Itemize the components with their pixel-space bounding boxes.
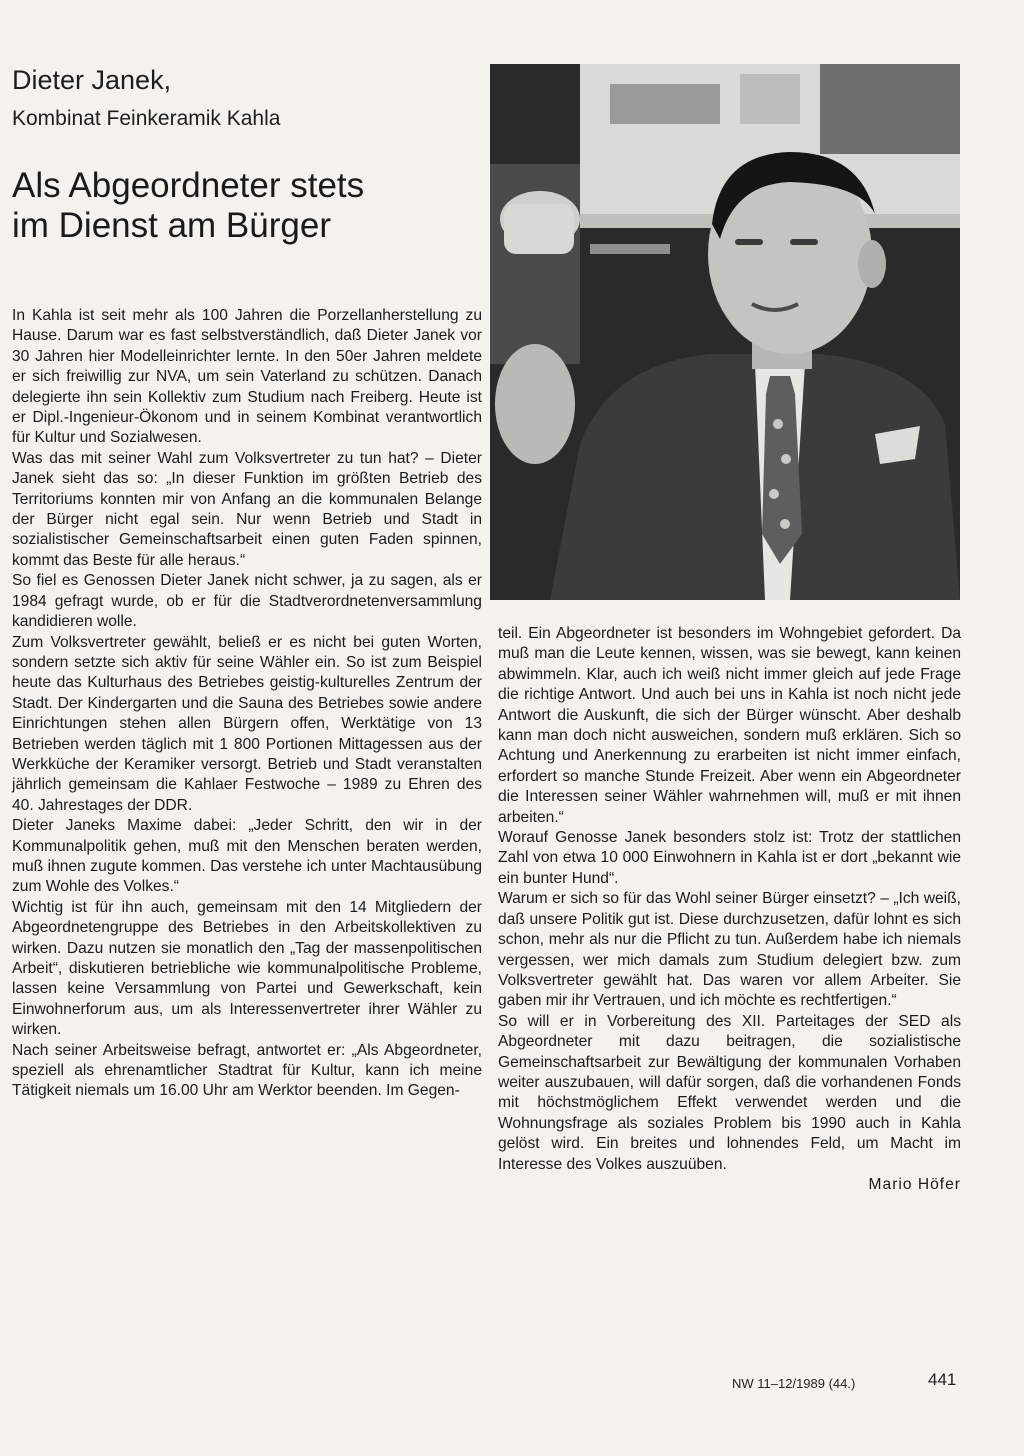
headline-line-1: Als Abgeordneter stets bbox=[12, 166, 365, 205]
paragraph: So will er in Vorbereitung des XII. Parteitages der SED als Abgeordneter mit dazu beitragen, die sozialistische Gemeinschaftsarbeit zur Bewältigung der kommunalen Vorhaben weiter auszubauen, will dafür sorgen, daß die vorhandenen Fonds mit höchstmöglichem Effekt verwendet werden und die Wohnungsfrage als soziales Problem bis 1990 auch in Kahla gelöst wird. Ein breites und lohnendes Feld, um Macht im Interesse des Volkes auszuüben. bbox=[498, 1012, 961, 1173]
paragraph: Nach seiner Arbeitsweise befragt, antwortet er: „Als Abgeordneter, speziell als ehrenamtlicher Stadtrat für Kultur, kann ich meine Tätigkeit niemals um 16.00 Uhr am Werktor beenden. Im Gegen- bbox=[12, 1041, 482, 1100]
article-author: Mario Höfer bbox=[868, 1175, 961, 1193]
paragraph: teil. Ein Abgeordneter ist besonders im Wohngebiet gefordert. Da muß man die Leute kennen, wissen, was sie bewegt, kann keinen abwimmeln. Klar, auch ich weiß nicht immer gleich auf jede Frage die richtige Antwort. Und auch bei uns in Kahla ist noch nicht jede Antwort die Auskunft, die sich der Bürger wünscht. Aber deshalb kann man doch nicht ausweichen, sondern muß erklären. Sich so Achtung und Anerkennung zu erarbeiten ist nicht immer einfach, erfordert so manche Stunde Freizeit. Aber wenn ein Abgeordneter die Interessen seiner Wähler wahrnehmen will, muß er mit ihnen arbeiten.“ bbox=[498, 625, 961, 826]
paragraph: Wichtig ist für ihn auch, gemeinsam mit den 14 Mitgliedern der Abgeordnetengruppe des Betriebes in den Arbeitskollektiven zu wirken. Dazu nutzen sie monatlich den „Tag der massenpolitischen Arbeit“, diskutieren betriebliche wie kommunalpolitische Probleme, lassen keine Versammlung von Partei und Gewerkschaft, kein Einwohnerforum aus, um als Interessenvertreter ihrer Wähler zu wirken. bbox=[12, 898, 482, 1039]
article-column-left bbox=[12, 306, 482, 1102]
paragraph: Was das mit seiner Wahl zum Volksvertreter zu tun hat? – Dieter Janek sieht das so: „In dieser Funktion im größten Betrieb des Territoriums konnten mir von Anfang an die kommunalen Belange der Bürger nicht egal sein. Nur wenn Betrieb und Stadt in sozialistischer Gemeinschaftsarbeit einen guten Faden spinnen, kommt das Beste für alle heraus.“ bbox=[12, 449, 482, 569]
subject-organization: Kombinat Feinkeramik Kahla bbox=[12, 107, 281, 130]
headline-line-2: im Dienst am Bürger bbox=[12, 206, 331, 245]
article-headline bbox=[12, 166, 482, 246]
portrait-photo bbox=[490, 64, 960, 600]
page-number: 441 bbox=[928, 1370, 957, 1389]
paragraph: In Kahla ist seit mehr als 100 Jahren die Porzellanherstellung zu Hause. Darum war es fast selbstverständlich, daß Dieter Janek vor 30 Jahren hier Modelleinrichter lernte. In den 50er Jahren meldete er sich freiwillig zur NVA, um sein Vaterland zu schützen. Danach delegierte ihn sein Kollektiv zum Studium nach Freiberg. Heute ist er Dipl.-Ingenieur-Ökonom und in seinem Kombinat verantwortlich für Kultur und Sozialwesen. bbox=[12, 307, 482, 447]
paragraph: Worauf Genosse Janek besonders stolz ist: Trotz der stattlichen Zahl von etwa 10 000 Einwohnern in Kahla ist er dort „bekannt wie ein bunter Hund“. bbox=[498, 829, 961, 887]
paragraph: Dieter Janeks Maxime dabei: „Jeder Schritt, den wir in der Kommunalpolitik gehen, muß mit den Menschen beraten werden, muß ihnen zugute kommen. Das verstehe ich unter Machtausübung zum Wohle des Volkes.“ bbox=[12, 817, 482, 896]
paragraph: Zum Volksvertreter gewählt, beließ er es nicht bei guten Worten, sondern setzte sich aktiv für seine Wähler ein. So ist zum Beispiel heute das Kulturhaus des Betriebes geistig-kulturelles Zentrum der Stadt. Der Kindergarten und die Sauna des Betriebes sowie andere Einrichtungen stehen allen Bürgern offen, Werktätige von 13 Betrieben werden täglich mit 1 800 Portionen Mittagessen aus der Werkküche der Keramiker versorgt. Betrieb und Stadt veranstalten jährlich gemeinsam die Kahlaer Festwoche – 1989 zu Ehren des 40. Jahrestages der DDR. bbox=[12, 633, 482, 814]
article-column-right bbox=[498, 624, 961, 1195]
issue-reference: NW 11–12/1989 (44.) bbox=[732, 1376, 856, 1391]
subject-name: Dieter Janek, bbox=[12, 65, 172, 95]
paragraph: Warum er sich so für das Wohl seiner Bürger einsetzt? – „Ich weiß, daß unsere Politik gut ist. Diese durchzusetzen, dafür lohnt es sich schon, mehr als nur die Pflicht zu tun. Außerdem habe ich niemals vergessen, wer mich damals zum Studium delegiert bzw. zum Volksvertreter gewählt hat. Das waren vor allem Arbeiter. Sie gaben mir ihr Vertrauen, und ich möchte es rechtfertigen.“ bbox=[498, 890, 961, 1010]
paragraph: So fiel es Genossen Dieter Janek nicht schwer, ja zu sagen, als er 1984 gefragt wurde, ob er für die Stadtverordnetenversammlung kandidieren wolle. bbox=[12, 572, 482, 631]
